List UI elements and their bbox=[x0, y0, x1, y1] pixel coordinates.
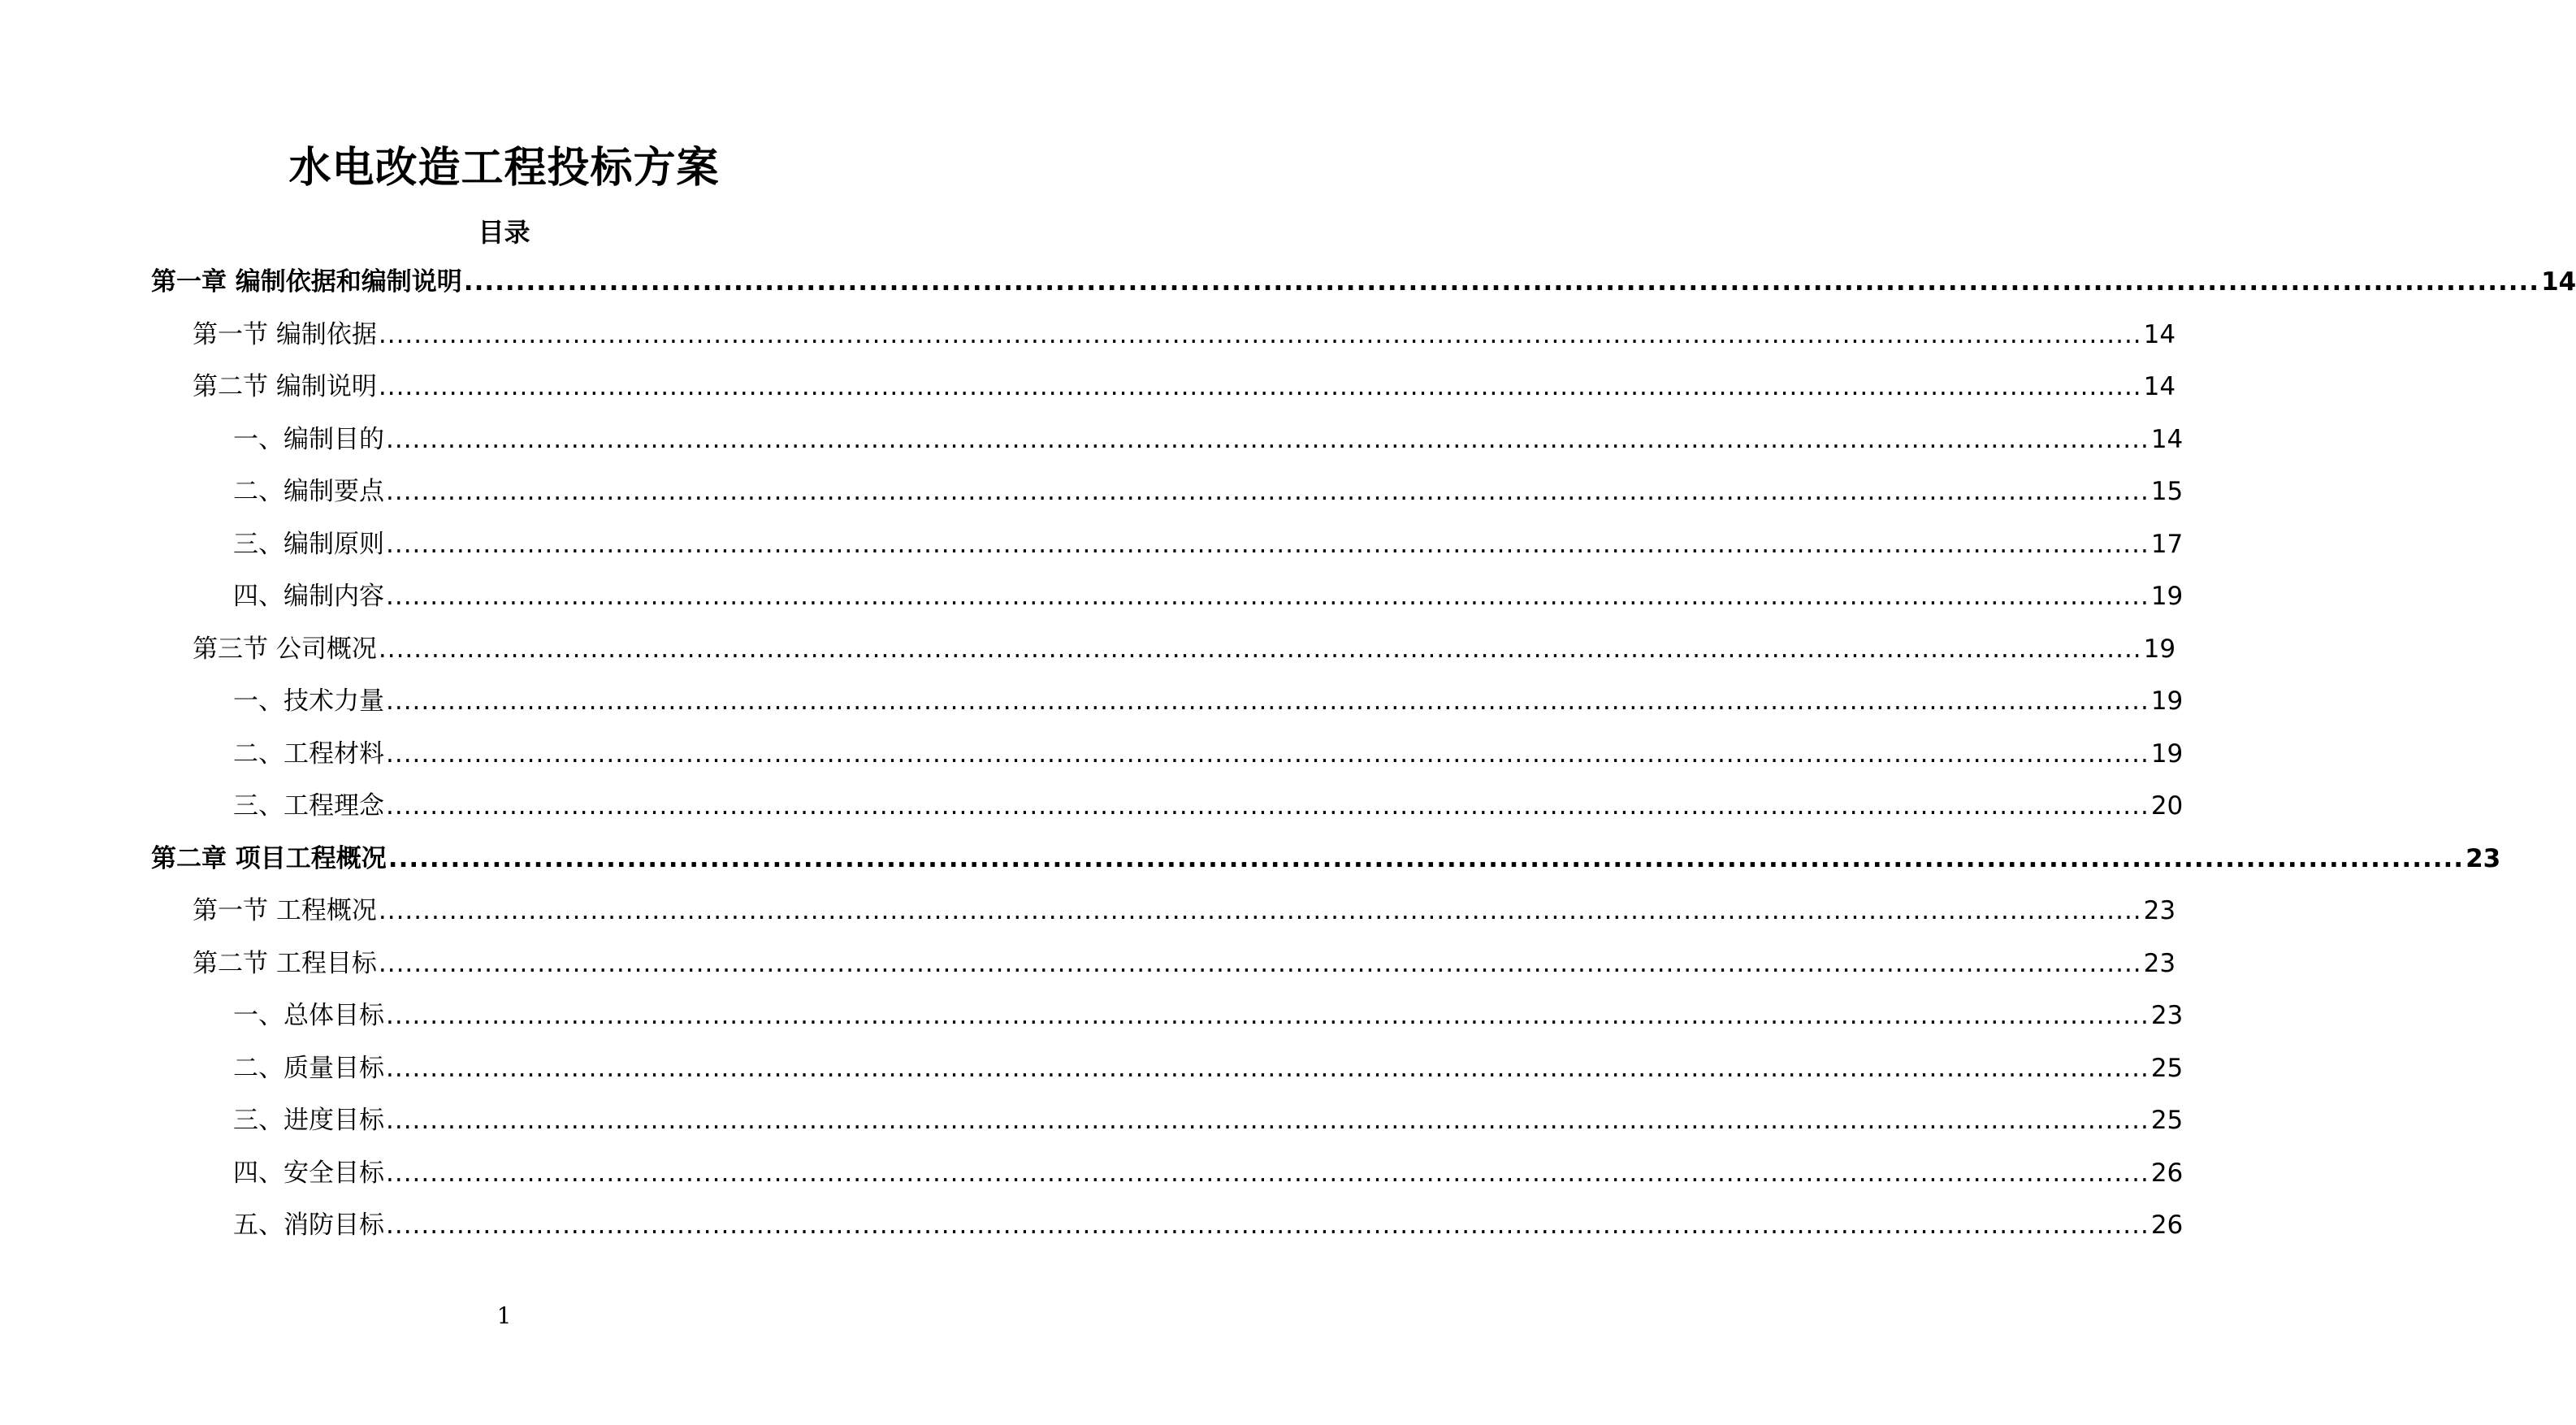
toc-entry[interactable] bbox=[233, 474, 2184, 509]
toc-leader: ........................................................................................................................................................................................................ bbox=[386, 1158, 2150, 1188]
toc-entry[interactable] bbox=[233, 1050, 2184, 1086]
toc-leader: ........................................................................................................................................................................................................ bbox=[378, 372, 2142, 401]
toc-leader: ........................................................................................................................................................................................................ bbox=[386, 1211, 2150, 1240]
toc-entry-page: 23 bbox=[2150, 1001, 2184, 1030]
toc-entry-label: 第二节 工程目标 bbox=[193, 948, 377, 978]
toc-entry-label: 一、编制目的 bbox=[233, 424, 384, 454]
toc-entry-page: 23 bbox=[2143, 948, 2176, 978]
toc-entry-page: 19 bbox=[2150, 582, 2184, 611]
toc-entry[interactable] bbox=[193, 946, 2176, 981]
toc-entry[interactable] bbox=[233, 1155, 2184, 1191]
toc-entry-page: 17 bbox=[2150, 529, 2184, 559]
toc-entry-label: 二、质量目标 bbox=[233, 1053, 384, 1083]
toc-entry-page: 14 bbox=[2143, 372, 2176, 401]
toc-entry-label: 一、总体目标 bbox=[233, 1001, 384, 1030]
toc-leader: ........................................................................................................................................................................................................ bbox=[378, 319, 2142, 349]
toc-entry-page: 25 bbox=[2150, 1106, 2184, 1135]
toc-entry-label: 第三节 公司概况 bbox=[193, 634, 377, 664]
toc-entry-label: 第一章 编制依据和编制说明 bbox=[151, 267, 462, 297]
toc-entry-page: 14 bbox=[2150, 424, 2184, 454]
toc-entry[interactable] bbox=[151, 841, 2501, 877]
toc-entry-label: 三、工程理念 bbox=[233, 791, 384, 821]
toc-entry-label: 四、安全目标 bbox=[233, 1158, 384, 1188]
toc-entry-page: 19 bbox=[2150, 687, 2184, 716]
toc-leader: ........................................................................................................................................................................................................ bbox=[386, 1053, 2150, 1083]
toc-entry-label: 第二节 编制说明 bbox=[193, 372, 377, 401]
toc-leader: ........................................................................................................................................................................................................ bbox=[378, 948, 2142, 978]
toc-heading: 目录 bbox=[478, 217, 530, 248]
toc-entry-label: 第一节 工程概况 bbox=[193, 896, 377, 925]
toc-leader: ........................................................................................................................................................................................................ bbox=[378, 896, 2142, 925]
toc-entry-label: 第一节 编制依据 bbox=[193, 319, 377, 349]
toc-entry[interactable] bbox=[193, 317, 2176, 353]
toc-entry[interactable] bbox=[233, 998, 2184, 1033]
toc-leader: ........................................................................................................................................................................................................ bbox=[386, 1001, 2150, 1030]
toc-entry-page: 15 bbox=[2150, 477, 2184, 506]
toc-entry[interactable] bbox=[233, 526, 2184, 562]
toc-entry[interactable] bbox=[233, 1207, 2184, 1243]
toc-entry[interactable] bbox=[193, 631, 2176, 667]
toc-entry[interactable] bbox=[233, 1102, 2184, 1138]
toc-entry-page: 19 bbox=[2150, 738, 2184, 769]
toc-leader: ........................................................................................................................................................................................................ bbox=[386, 1106, 2150, 1135]
toc-leader: ........................................................................................................................................................................................................ bbox=[386, 477, 2150, 506]
toc-leader: ........................................................................................................................................................................................................ bbox=[386, 424, 2150, 454]
toc-leader: ........................................................................................................................................................................................................ bbox=[386, 738, 2150, 769]
toc-entry-page: 23 bbox=[2466, 843, 2501, 873]
toc-leader: ........................................................................................................................................................................................................ bbox=[386, 687, 2150, 716]
toc-entry-page: 19 bbox=[2143, 634, 2176, 664]
toc-entry[interactable] bbox=[151, 264, 2576, 300]
toc-entry-label: 二、编制要点 bbox=[233, 477, 384, 506]
document-title: 水电改造工程投标方案 bbox=[288, 144, 720, 193]
toc-entry-page: 20 bbox=[2150, 791, 2184, 821]
toc-entry-page: 14 bbox=[2143, 319, 2176, 349]
toc-leader: ........................................................................................................................................................................................................ bbox=[386, 529, 2150, 559]
toc-entry-page: 14 bbox=[2541, 267, 2576, 297]
toc-leader: ........................................................................................................................................................................................................ bbox=[463, 267, 2540, 297]
toc-entry-page: 23 bbox=[2143, 896, 2176, 925]
toc-entry[interactable] bbox=[233, 788, 2184, 824]
toc-entry-label: 二、工程材料 bbox=[233, 738, 384, 769]
toc-entry[interactable] bbox=[193, 369, 2176, 405]
toc-entry-label: 一、技术力量 bbox=[233, 687, 384, 716]
toc-leader: ........................................................................................................................................................................................................ bbox=[378, 634, 2142, 664]
toc-entry-label: 三、编制原则 bbox=[233, 529, 384, 559]
page-number: 1 bbox=[496, 1302, 512, 1329]
toc-entry-page: 26 bbox=[2150, 1158, 2184, 1188]
toc-leader: ........................................................................................................................................................................................................ bbox=[387, 843, 2465, 873]
toc-entry[interactable] bbox=[233, 736, 2184, 772]
toc-leader: ........................................................................................................................................................................................................ bbox=[386, 582, 2150, 611]
toc-entry[interactable] bbox=[193, 893, 2176, 929]
toc-entry-page: 26 bbox=[2150, 1211, 2184, 1240]
toc-entry[interactable] bbox=[233, 422, 2184, 457]
toc-entry-label: 第二章 项目工程概况 bbox=[151, 843, 387, 873]
toc-entry-page: 25 bbox=[2150, 1053, 2184, 1083]
toc-entry-label: 五、消防目标 bbox=[233, 1211, 384, 1240]
toc-entry-label: 三、进度目标 bbox=[233, 1106, 384, 1135]
toc-entry[interactable] bbox=[233, 683, 2184, 719]
toc-entry-label: 四、编制内容 bbox=[233, 582, 384, 611]
toc-entry[interactable] bbox=[233, 578, 2184, 614]
toc-leader: ........................................................................................................................................................................................................ bbox=[386, 791, 2150, 821]
